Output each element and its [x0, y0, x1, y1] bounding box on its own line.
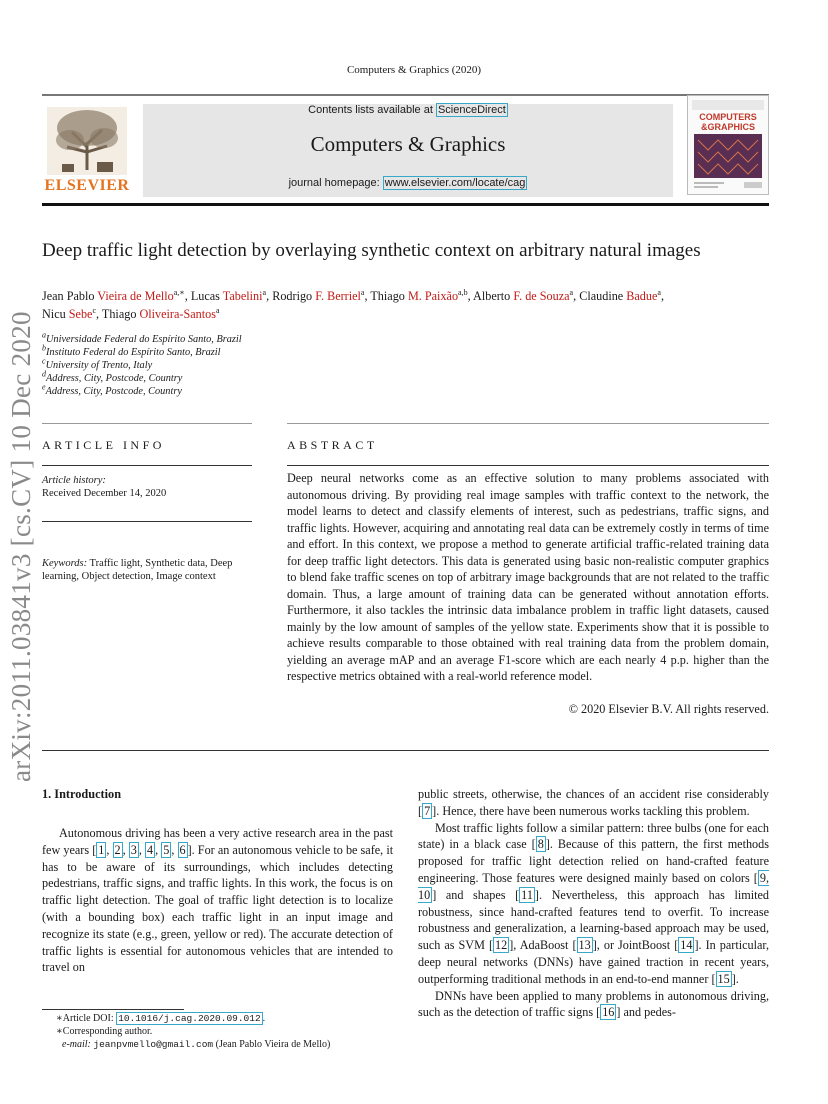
abstract-mid-rule: [287, 465, 769, 466]
intro-right-paragraph-2: Most traffic lights follow a similar pattern: three bulbs (one for each state) in a black case [ 8 ]. Because of this pattern, the first methods proposed for traffic light detection relied on hand-crafted feature engineering. Those features were designed mainly based on colors [ 9, 10 ] and shapes [ 11 ]. Nevertheless, this approach has limited robustness, since hand-crafted features tend to overfit. To increase robustness and generalization, a learning-based approach may be used, such as SVM [ 12 ], AdaBoost [ 13 ], or JointBoost [ 14 ]. In particular, deep neural networks (DNNs) have gained traction in recent years, outperforming traditional methods in an end-to-end manner [ 15 ].: [418, 820, 770, 986]
author: Rodrigo F. Berriel$^a$,: [272, 287, 371, 303]
citation-link[interactable]: 3: [130, 842, 137, 857]
homepage-line: [143, 177, 673, 189]
contents-prefix: Contents lists available at: [308, 104, 436, 116]
author-surname: Vieira de Mello: [97, 289, 174, 303]
citation-link[interactable]: 11: [521, 887, 533, 902]
homepage-link[interactable]: www.elsevier.com/locate/cag: [384, 177, 526, 189]
history-label: Article history:: [42, 475, 106, 486]
author-surname: F. Berriel: [315, 289, 361, 303]
author: Jean Pablo Vieira de Mello$^{a,∗}$,: [42, 287, 191, 303]
cover-title-line2: &GRAPHICS: [700, 122, 756, 132]
article-info-top-rule: [42, 423, 252, 424]
affiliation: $^d$Address, City, Postcode, Country: [42, 369, 183, 384]
citation-link[interactable]: 4: [147, 842, 154, 857]
masthead-bottom-rule: [42, 203, 769, 206]
journal-cover-thumbnail: [687, 95, 769, 195]
citation-link[interactable]: 15: [717, 971, 730, 986]
running-head: Computers & Graphics (2020): [346, 64, 482, 76]
journal-name: Computers & Graphics: [310, 132, 506, 156]
affiliation: $^e$Address, City, Postcode, Country: [42, 382, 182, 397]
section-heading-introduction: 1. Introduction: [42, 787, 122, 801]
arxiv-identifier: arXiv:2011.03841v3 [cs.CV] 10 Dec 2020: [6, 311, 36, 782]
author-surname: Badue: [626, 289, 658, 303]
author: Claudine Badue$^a$,: [579, 287, 665, 303]
abstract-text: Deep neural networks come as an effective solution to many problems associated with autonomous driving. By providing real image samples with traffic context to the network, the model learns to detect and classify elements of interest, such as pedestrians, traffic signs, and traffic lights. However, acquiring and annotating real data can be extremely costly in terms of time and effort. In this context, we propose a method to generate artificial traffic-related training data for deep traffic light detectors. This data is generated using basic non-realistic computer graphics to blend fake traffic scenes on top of arbitrary image backgrounds that are not related to the traffic domain. Thus, a large amount of training data can be generated without annotation efforts. Furthermore, it also tackles the intrinsic data imbalance problem in traffic light datasets, caused mainly by the low amount of samples of the yellow state. Experiments show that it is possible to achieve results comparable to those obtained with real training data from the problem domain, yielding an average mAP and an average F1-score which are each nearly 4 p.p. higher than the respective metrics obtained with a real-world reference model.: [287, 471, 769, 683]
intro-right-column: [418, 786, 769, 1021]
cover-title-line1: COMPUTERS: [699, 112, 757, 122]
keywords-block: [42, 557, 252, 583]
citation-link[interactable]: 6: [179, 842, 186, 857]
author-surname: Oliveira-Santos: [139, 307, 216, 321]
doi-link[interactable]: 10.1016/j.cag.2020.09.012: [118, 1013, 261, 1024]
footnote-doi: ∗Article DOI: 10.1016/j.cag.2020.09.012 .: [56, 1013, 266, 1024]
author: Lucas Tabelini$^a$,: [190, 287, 273, 303]
author-surname: Sebe: [68, 307, 93, 321]
citation-link[interactable]: 2: [114, 842, 121, 857]
citation-link[interactable]: 12: [495, 938, 508, 953]
homepage-prefix: journal homepage:: [288, 177, 383, 189]
paper-title: Deep traffic light detection by overlaying synthetic context on arbitrary natural images: [42, 240, 701, 261]
author: Nicu Sebe$^c$,: [42, 305, 102, 321]
footnotes: [42, 1012, 382, 1051]
citation-link[interactable]: 8: [537, 837, 544, 852]
copyright-notice: © 2020 Elsevier B.V. All rights reserved.: [568, 702, 769, 716]
citation-link[interactable]: 7: [424, 803, 431, 818]
abstract-bottom-rule: [42, 750, 769, 751]
footnote-corresponding: ∗Corresponding author.: [56, 1026, 153, 1037]
abstract-heading: ABSTRACT: [287, 438, 378, 452]
keywords-label: Keywords:: [42, 558, 88, 569]
article-history: [42, 474, 252, 500]
email-address[interactable]: jeanpvmello@gmail.com: [93, 1039, 214, 1050]
article-info-heading: ARTICLE INFO: [42, 438, 165, 452]
citation-link[interactable]: 16: [602, 1005, 615, 1020]
affiliation: $^a$Universidade Federal do Espírito Santo, Brazil: [42, 330, 242, 345]
masthead-top-rule: [42, 94, 769, 96]
citation-link[interactable]: 9, 10: [418, 870, 769, 902]
footnote-rule: [42, 1009, 184, 1010]
history-bottom-rule: [42, 521, 252, 522]
cover-art: [688, 96, 768, 194]
article-info-mid-rule: [42, 465, 252, 466]
author-surname: F. de Souza: [513, 289, 570, 303]
intro-right-paragraph-1: public streets, otherwise, the chances of an accident rise considerably [ 7 ]. Hence, there have been numerous works tackling this problem.: [418, 787, 769, 818]
abstract-top-rule: [287, 423, 769, 424]
intro-right-paragraph-3: DNNs have been applied to many problems in autonomous driving, such as the detection of traffic signs [ 16 ] and pedes-: [418, 988, 769, 1020]
author: Thiago M. Paixão$^{a,b}$,: [370, 287, 474, 303]
affiliation: $^b$Instituto Federal do Espírito Santo, Brazil: [42, 343, 221, 358]
author: Alberto F. de Souza$^a$,: [473, 287, 580, 303]
citation-link[interactable]: 1: [98, 842, 105, 857]
author-surname: Tabelini: [222, 289, 263, 303]
intro-left-paragraph: Autonomous driving has been a very active research area in the past few years [ 1 , 2 , 3 , 4 , 5 , 6 ]. For an autonomous vehicle to be safe, it has to be aware of its surroundings, which includes detecting pedestrians, traffic signs, and traffic lights. In this work, the focus is on traffic light detection. The goal of traffic light detection is to localize (with a bounding box) each traffic light in an input image and recognize its state (e.g., green, yellow or red). The accurate detection of traffic lights is essential for autonomous vehicles that are intended to travel on: [42, 826, 394, 975]
keywords-text: Traffic light, Synthetic data, Deep learning, Object detection, Image context: [42, 558, 233, 582]
citation-link[interactable]: 14: [680, 938, 693, 953]
sciencedirect-link[interactable]: ScienceDirect: [437, 104, 506, 116]
elsevier-wordmark: ELSEVIER: [44, 177, 130, 194]
citation-link[interactable]: 5: [163, 842, 170, 857]
author-list: [42, 287, 769, 323]
author: Thiago Oliveira-Santos$^a$: [101, 305, 220, 321]
author-surname: M. Paixão: [407, 289, 459, 303]
received-date: Received December 14, 2020: [42, 488, 167, 499]
citation-link[interactable]: 13: [578, 938, 591, 953]
contents-line: [143, 104, 673, 116]
footnote-email: e-mail: jeanpvmello@gmail.com (Jean Pablo Vieira de Mello): [62, 1039, 331, 1050]
affiliation: $^c$University of Trento, Italy: [42, 356, 153, 371]
affiliation-list: [42, 330, 292, 398]
